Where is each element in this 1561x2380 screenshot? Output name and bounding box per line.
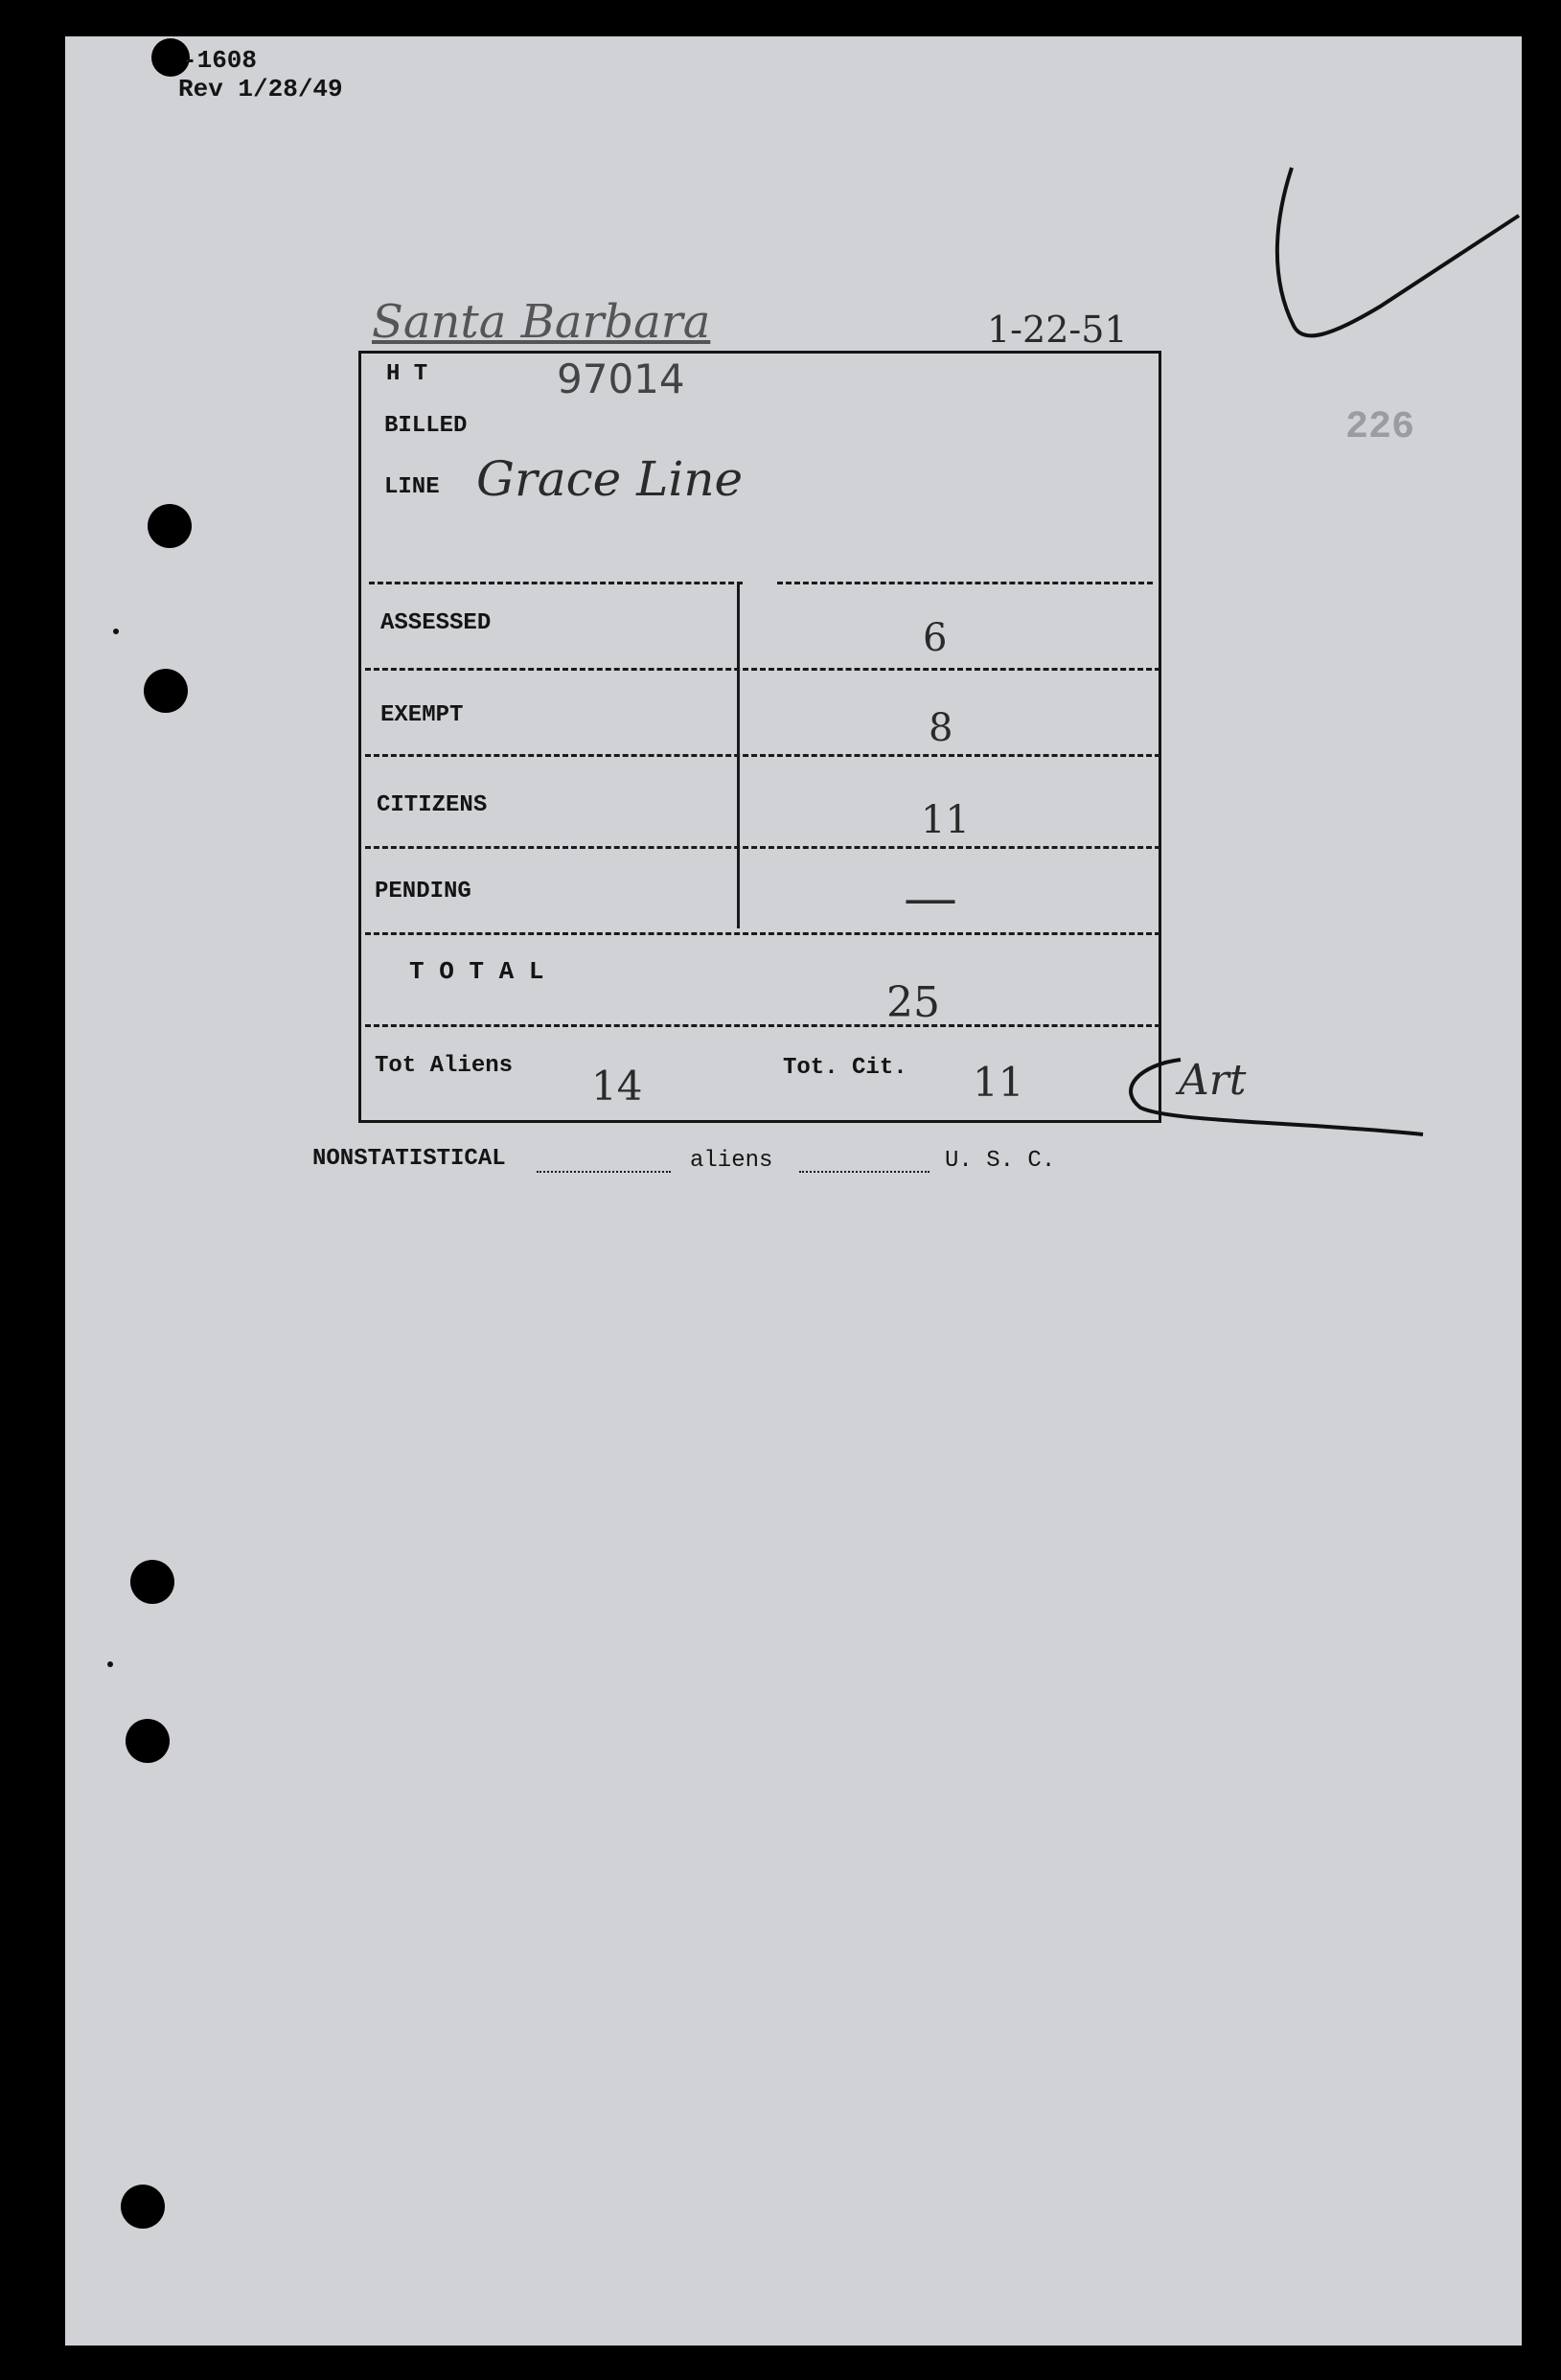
punch-hole-1 (148, 504, 192, 548)
port-name: Santa Barbara (372, 295, 711, 349)
divider (365, 846, 1160, 849)
row-value-citizens: 11 (921, 798, 970, 842)
divider (365, 668, 1160, 671)
form-revision: Rev 1/28/49 (178, 75, 343, 103)
divider (777, 582, 1153, 584)
check-mark-icon (1265, 163, 1524, 355)
form-table (358, 351, 1161, 1123)
line-label: LINE (384, 474, 440, 500)
row-label-pending: PENDING (375, 879, 471, 904)
nonstatistical-blank (537, 1171, 671, 1173)
ht-label: H T (386, 361, 428, 387)
total-label: T O T A L (409, 957, 544, 986)
row-label-exempt: EXEMPT (380, 702, 464, 728)
aliens-label: aliens (690, 1148, 773, 1174)
divider (365, 754, 1160, 757)
stamp-number: 226 (1345, 406, 1415, 449)
row-label-citizens: CITIZENS (377, 792, 488, 818)
row-value-pending: — (904, 867, 957, 929)
ht-number: 97014 (557, 355, 685, 402)
punch-hole-2 (144, 669, 188, 713)
punch-hole-4 (126, 1719, 170, 1763)
row-value-assessed: 6 (923, 616, 948, 660)
date: 1-22-51 (987, 309, 1128, 351)
line-name: Grace Line (476, 451, 744, 507)
divider (365, 932, 1160, 935)
speck (107, 1661, 113, 1667)
speck (113, 629, 119, 634)
billed-label: BILLED (384, 413, 468, 439)
tot-cit-label: Tot. Cit. (783, 1055, 907, 1081)
tot-aliens-label: Tot Aliens (375, 1053, 514, 1079)
punch-hole-3 (130, 1560, 174, 1604)
initials-signature: Art (1179, 1056, 1247, 1105)
usc-label: U. S. C. (945, 1148, 1056, 1174)
nonstatistical-label: NONSTATISTICAL (312, 1146, 506, 1172)
row-label-assessed: ASSESSED (380, 610, 492, 636)
signature-flourish (1112, 1050, 1428, 1146)
form-number: -1608 (182, 46, 258, 75)
divider (369, 582, 743, 584)
aliens-blank (799, 1171, 930, 1173)
row-value-exempt: 8 (929, 706, 953, 750)
tot-aliens-value: 14 (591, 1063, 643, 1110)
total-value: 25 (886, 978, 940, 1027)
tot-cit-value: 11 (973, 1059, 1024, 1106)
divider (365, 1024, 1160, 1027)
punch-hole-5 (121, 2185, 165, 2229)
